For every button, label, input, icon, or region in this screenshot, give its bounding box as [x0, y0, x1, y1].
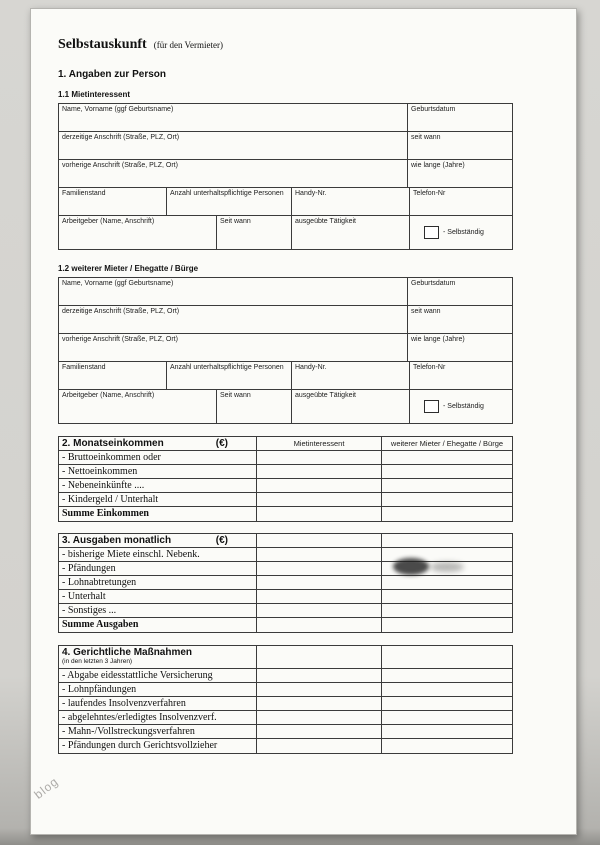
- since-when-label: seit wann: [411, 308, 441, 315]
- legal-row: [59, 739, 512, 753]
- field-mobile-cotenant[interactable]: [292, 362, 410, 389]
- expenses-support-cotenant-cell[interactable]: [382, 590, 512, 603]
- expenses-header-row: [59, 534, 512, 548]
- marital-status-label: Familienstand: [62, 190, 106, 197]
- expenses-rent-cotenant-cell[interactable]: [382, 548, 512, 561]
- how-long-label: wie lange (Jahre): [411, 336, 465, 343]
- legal-header-applicant: [257, 646, 382, 668]
- income-row-label: - Bruttoeinkommen oder: [59, 451, 257, 464]
- income-row: [59, 479, 512, 493]
- legal-row: [59, 725, 512, 739]
- legal-bailiff-applicant-cell[interactable]: [257, 739, 382, 753]
- field-how-long-applicant[interactable]: [408, 160, 512, 187]
- field-phone-applicant[interactable]: [410, 188, 512, 215]
- expenses-table: [58, 533, 513, 633]
- income-net-applicant-cell[interactable]: [257, 465, 382, 478]
- occupation-label: ausgeübte Tätigkeit: [295, 218, 356, 225]
- legal-row-label: - Abgabe eidesstattliche Versicherung: [59, 669, 257, 682]
- watermark-text: blog: [31, 774, 62, 802]
- field-self-employed-cotenant: [410, 390, 512, 423]
- field-current-address-applicant[interactable]: [59, 132, 408, 159]
- scanned-form-page: [30, 8, 577, 835]
- income-net-cotenant-cell[interactable]: [382, 465, 512, 478]
- legal-enforcement-cotenant-cell[interactable]: [382, 725, 512, 738]
- field-employer-applicant[interactable]: [59, 216, 217, 249]
- phone-label: Telefon-Nr: [413, 364, 446, 371]
- how-long-label: wie lange (Jahre): [411, 162, 465, 169]
- field-mobile-applicant[interactable]: [292, 188, 410, 215]
- employer-label: Arbeitgeber (Name, Anschrift): [62, 218, 155, 225]
- occupation-label: ausgeübte Tätigkeit: [295, 392, 356, 399]
- row-current-address: [59, 132, 512, 160]
- legal-row: [59, 711, 512, 725]
- legal-row-label: - Pfändungen durch Gerichtsvollzieher: [59, 739, 257, 753]
- expenses-header-cotenant: [382, 534, 512, 547]
- legal-row-label: - laufendes Insolvenzverfahren: [59, 697, 257, 710]
- expenses-rent-applicant-cell[interactable]: [257, 548, 382, 561]
- expenses-header-applicant: [257, 534, 382, 547]
- legal-heading: 4. Gerichtliche Maßnahmen: [62, 647, 193, 658]
- income-table: [58, 436, 513, 522]
- expenses-row: [59, 562, 512, 576]
- field-since-when-cotenant[interactable]: [408, 306, 512, 333]
- income-sum-applicant-cell[interactable]: [257, 507, 382, 521]
- previous-address-label: vorherige Anschrift (Straße, PLZ, Ort): [62, 336, 178, 343]
- legal-row-label: - Lohnpfändungen: [59, 683, 257, 696]
- expenses-support-applicant-cell[interactable]: [257, 590, 382, 603]
- field-dependents-applicant[interactable]: [167, 188, 292, 215]
- legal-affidavit-applicant-cell[interactable]: [257, 669, 382, 682]
- legal-table: [58, 645, 513, 754]
- field-name-applicant[interactable]: [59, 104, 408, 131]
- legal-enforcement-applicant-cell[interactable]: [257, 725, 382, 738]
- self-employed-checkbox[interactable]: [424, 226, 439, 239]
- field-occupation-applicant[interactable]: [292, 216, 410, 249]
- income-row-label: - Kindergeld / Unterhalt: [59, 493, 257, 506]
- income-row-label: - Nettoeinkommen: [59, 465, 257, 478]
- field-birthdate-cotenant[interactable]: [408, 278, 512, 305]
- field-since-when-applicant[interactable]: [408, 132, 512, 159]
- expenses-sum-row: [59, 618, 512, 632]
- income-gross-cotenant-cell[interactable]: [382, 451, 512, 464]
- expenses-sum-label: Summe Ausgaben: [59, 618, 257, 632]
- income-sum-label: Summe Einkommen: [59, 507, 257, 521]
- section-1-heading: 1. Angaben zur Person: [58, 69, 166, 80]
- subsection-1-2-heading: 1.2 weiterer Mieter / Ehegatte / Bürge: [58, 264, 199, 273]
- field-current-address-cotenant[interactable]: [59, 306, 408, 333]
- field-employer-cotenant[interactable]: [59, 390, 217, 423]
- field-marital-status-applicant[interactable]: [59, 188, 167, 215]
- field-phone-cotenant[interactable]: [410, 362, 512, 389]
- expenses-assignment-cotenant-cell[interactable]: [382, 576, 512, 589]
- row-status-contact: [59, 362, 512, 390]
- expenses-assignment-applicant-cell[interactable]: [257, 576, 382, 589]
- legal-insolvency-applicant-cell[interactable]: [257, 697, 382, 710]
- mobile-label: Handy-Nr.: [295, 364, 327, 371]
- subsection-1-1-heading: 1.1 Mietinteressent: [58, 90, 131, 99]
- income-row: [59, 451, 512, 465]
- income-row-label: - Nebeneinkünfte ....: [59, 479, 257, 492]
- field-marital-status-cotenant[interactable]: [59, 362, 167, 389]
- legal-bailiff-cotenant-cell[interactable]: [382, 739, 512, 753]
- person-table-applicant: [58, 103, 513, 250]
- expenses-garnishment-applicant-cell[interactable]: [257, 562, 382, 575]
- income-row: [59, 493, 512, 507]
- since-when-label: seit wann: [411, 134, 441, 141]
- expenses-row-label: - Unterhalt: [59, 590, 257, 603]
- expenses-heading-cell: [59, 534, 257, 547]
- field-name-cotenant[interactable]: [59, 278, 408, 305]
- income-row: [59, 465, 512, 479]
- employer-label: Arbeitgeber (Name, Anschrift): [62, 392, 155, 399]
- field-previous-address-applicant[interactable]: [59, 160, 408, 187]
- field-employed-since-cotenant[interactable]: [217, 390, 292, 423]
- employed-since-label: Seit wann: [220, 218, 251, 225]
- expenses-row: [59, 576, 512, 590]
- field-how-long-cotenant[interactable]: [408, 334, 512, 361]
- income-heading: 2. Monatseinkommen: [62, 438, 164, 449]
- legal-insolvency-cotenant-cell[interactable]: [382, 697, 512, 710]
- expenses-currency: (€): [215, 535, 228, 546]
- expenses-row-label: - Lohnabtretungen: [59, 576, 257, 589]
- legal-insolvency-closed-cotenant-cell[interactable]: [382, 711, 512, 724]
- income-header-row: [59, 437, 512, 451]
- row-current-address: [59, 306, 512, 334]
- expenses-other-applicant-cell[interactable]: [257, 604, 382, 617]
- field-birthdate-applicant[interactable]: [408, 104, 512, 131]
- income-col-cotenant: weiterer Mieter / Ehegatte / Bürge: [390, 439, 504, 448]
- row-employer: [59, 390, 512, 423]
- row-name: [59, 104, 512, 132]
- expenses-heading: 3. Ausgaben monatlich: [62, 535, 172, 546]
- row-employer: [59, 216, 512, 249]
- expenses-garnishment-cotenant-cell[interactable]: [382, 562, 512, 575]
- legal-wagegarnishment-cotenant-cell[interactable]: [382, 683, 512, 696]
- page-title: [58, 35, 513, 53]
- row-name: [59, 278, 512, 306]
- dependents-label: Anzahl unterhaltspflichtige Personen: [170, 190, 284, 197]
- legal-header-cotenant: [382, 646, 512, 668]
- expenses-other-cotenant-cell[interactable]: [382, 604, 512, 617]
- form-title: Selbstauskunft: [58, 37, 147, 52]
- self-employed-label: - Selbständig: [443, 229, 484, 236]
- expenses-row: [59, 590, 512, 604]
- employed-since-label: Seit wann: [220, 392, 251, 399]
- expenses-row-label: - bisherige Miete einschl. Nebenk.: [59, 548, 257, 561]
- income-sum-cotenant-cell[interactable]: [382, 507, 512, 521]
- field-employed-since-applicant[interactable]: [217, 216, 292, 249]
- legal-row: [59, 697, 512, 711]
- name-label: Name, Vorname (ggf Geburtsname): [62, 106, 174, 113]
- dependents-label: Anzahl unterhaltspflichtige Personen: [170, 364, 284, 371]
- expenses-row: [59, 604, 512, 618]
- legal-affidavit-cotenant-cell[interactable]: [382, 669, 512, 682]
- income-side-cotenant-cell[interactable]: [382, 479, 512, 492]
- legal-insolvency-closed-applicant-cell[interactable]: [257, 711, 382, 724]
- field-previous-address-cotenant[interactable]: [59, 334, 408, 361]
- expenses-row: [59, 548, 512, 562]
- field-occupation-cotenant[interactable]: [292, 390, 410, 423]
- person-table-cotenant: [58, 277, 513, 424]
- legal-row-label: - Mahn-/Vollstreckungsverfahren: [59, 725, 257, 738]
- marital-status-label: Familienstand: [62, 364, 106, 371]
- legal-heading-cell: [59, 646, 257, 668]
- income-col-applicant: Mietinteressent: [257, 437, 382, 450]
- expenses-row-label: - Sonstiges ...: [59, 604, 257, 617]
- phone-label: Telefon-Nr: [413, 190, 446, 197]
- legal-wagegarnishment-applicant-cell[interactable]: [257, 683, 382, 696]
- row-previous-address: [59, 334, 512, 362]
- field-dependents-cotenant[interactable]: [167, 362, 292, 389]
- birthdate-label: Geburtsdatum: [411, 106, 456, 113]
- expenses-row-label: - Pfändungen: [59, 562, 257, 575]
- income-currency: (€): [215, 438, 228, 449]
- legal-row: [59, 683, 512, 697]
- expenses-sum-applicant-cell[interactable]: [257, 618, 382, 632]
- previous-address-label: vorherige Anschrift (Straße, PLZ, Ort): [62, 162, 178, 169]
- current-address-label: derzeitige Anschrift (Straße, PLZ, Ort): [62, 134, 180, 141]
- income-side-applicant-cell[interactable]: [257, 479, 382, 492]
- legal-header-row: [59, 646, 512, 669]
- income-heading-cell: [59, 437, 257, 450]
- current-address-label: derzeitige Anschrift (Straße, PLZ, Ort): [62, 308, 180, 315]
- income-childsupport-applicant-cell[interactable]: [257, 493, 382, 506]
- legal-subheading: (in den letzten 3 Jahren): [62, 658, 133, 665]
- form-subtitle: (für den Vermieter): [153, 40, 224, 50]
- income-childsupport-cotenant-cell[interactable]: [382, 493, 512, 506]
- field-self-employed-applicant: [410, 216, 512, 249]
- row-status-contact: [59, 188, 512, 216]
- income-sum-row: [59, 507, 512, 521]
- row-previous-address: [59, 160, 512, 188]
- legal-row: [59, 669, 512, 683]
- self-employed-label: - Selbständig: [443, 403, 484, 410]
- legal-row-label: - abgelehntes/erledigtes Insolvenzverf.: [59, 711, 257, 724]
- birthdate-label: Geburtsdatum: [411, 280, 456, 287]
- income-gross-applicant-cell[interactable]: [257, 451, 382, 464]
- name-label: Name, Vorname (ggf Geburtsname): [62, 280, 174, 287]
- mobile-label: Handy-Nr.: [295, 190, 327, 197]
- expenses-sum-cotenant-cell[interactable]: [382, 618, 512, 632]
- self-employed-checkbox[interactable]: [424, 400, 439, 413]
